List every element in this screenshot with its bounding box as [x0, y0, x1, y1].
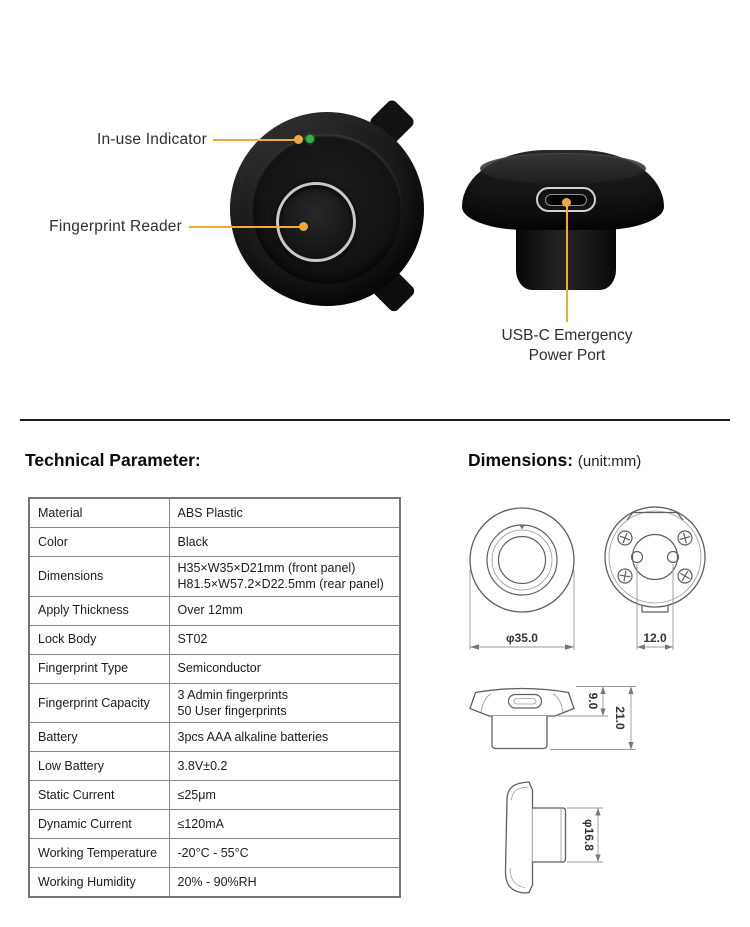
spec-value: H35×W35×D21mm (front panel) H81.5×W57.2×D22.5mm (rear panel) — [169, 557, 400, 597]
fingerprint-reader-label: Fingerprint Reader — [49, 218, 182, 235]
table-row — [29, 683, 400, 723]
spec-value: 20% - 90%RH — [169, 868, 400, 898]
dimensions-heading-text: Dimensions: — [468, 450, 574, 470]
rear-view-drawing — [596, 500, 718, 658]
side-view-drawing — [460, 678, 640, 758]
dimensions-heading — [468, 450, 641, 471]
fingerprint-reader-module — [276, 182, 356, 262]
dimension-label-cylinder-diameter: φ16.8 — [582, 819, 596, 851]
table-row — [29, 723, 400, 752]
table-row — [29, 839, 400, 868]
spec-value: Over 12mm — [169, 596, 400, 625]
spec-label: Lock Body — [29, 625, 169, 654]
dimensions-unit-text: (unit:mm) — [577, 453, 642, 470]
spec-value: ST02 — [169, 625, 400, 654]
spec-label: Battery — [29, 723, 169, 752]
spec-label: Material — [29, 498, 169, 528]
usb-label-line2: Power Port — [528, 347, 606, 364]
in-use-indicator-label: In-use Indicator — [96, 131, 207, 148]
table-row — [29, 654, 400, 683]
spec-value: ≤25μm — [169, 781, 400, 810]
callout-dot — [294, 135, 303, 144]
table-row — [29, 868, 400, 898]
spec-label: Dimensions — [29, 557, 169, 597]
dimension-label-spindle-spacing: 12.0 — [643, 631, 667, 645]
table-row — [29, 528, 400, 557]
spec-value: Black — [169, 528, 400, 557]
usb-label-line1: USB-C Emergency — [501, 327, 633, 344]
callout-line — [189, 226, 301, 228]
spec-value: Semiconductor — [169, 654, 400, 683]
spec-label: Static Current — [29, 781, 169, 810]
spec-label: Low Battery — [29, 752, 169, 781]
spec-label: Apply Thickness — [29, 596, 169, 625]
front-view-drawing — [458, 500, 586, 658]
profile-view-drawing — [495, 780, 625, 905]
dimension-label-front-diameter: φ35.0 — [506, 631, 538, 645]
spec-label: Dynamic Current — [29, 810, 169, 839]
table-row — [29, 752, 400, 781]
spec-value: 3pcs AAA alkaline batteries — [169, 723, 400, 752]
technical-parameter-heading: Technical Parameter: — [25, 450, 201, 470]
led-indicator-dot — [306, 135, 314, 143]
spec-label: Working Humidity — [29, 868, 169, 898]
section-divider — [20, 419, 730, 421]
spec-value: ABS Plastic — [169, 498, 400, 528]
spec-label: Color — [29, 528, 169, 557]
table-row — [29, 625, 400, 654]
spec-value: ≤120mA — [169, 810, 400, 839]
table-row — [29, 810, 400, 839]
table-row — [29, 557, 400, 597]
spec-label: Working Temperature — [29, 839, 169, 868]
spec-table — [28, 497, 401, 898]
spec-value: 3 Admin fingerprints 50 User fingerprints — [169, 683, 400, 723]
spec-value: -20°C - 55°C — [169, 839, 400, 868]
spec-label: Fingerprint Capacity — [29, 683, 169, 723]
spec-label: Fingerprint Type — [29, 654, 169, 683]
dimension-label-panel-height: 9.0 — [586, 692, 600, 710]
spec-value: 3.8V±0.2 — [169, 752, 400, 781]
callout-line — [566, 205, 568, 322]
dimension-label-total-height: 21.0 — [613, 706, 627, 730]
usb-port-label — [467, 326, 667, 366]
table-row — [29, 781, 400, 810]
callout-dot — [299, 222, 308, 231]
table-row — [29, 596, 400, 625]
table-row — [29, 498, 400, 528]
callout-line — [213, 139, 298, 141]
